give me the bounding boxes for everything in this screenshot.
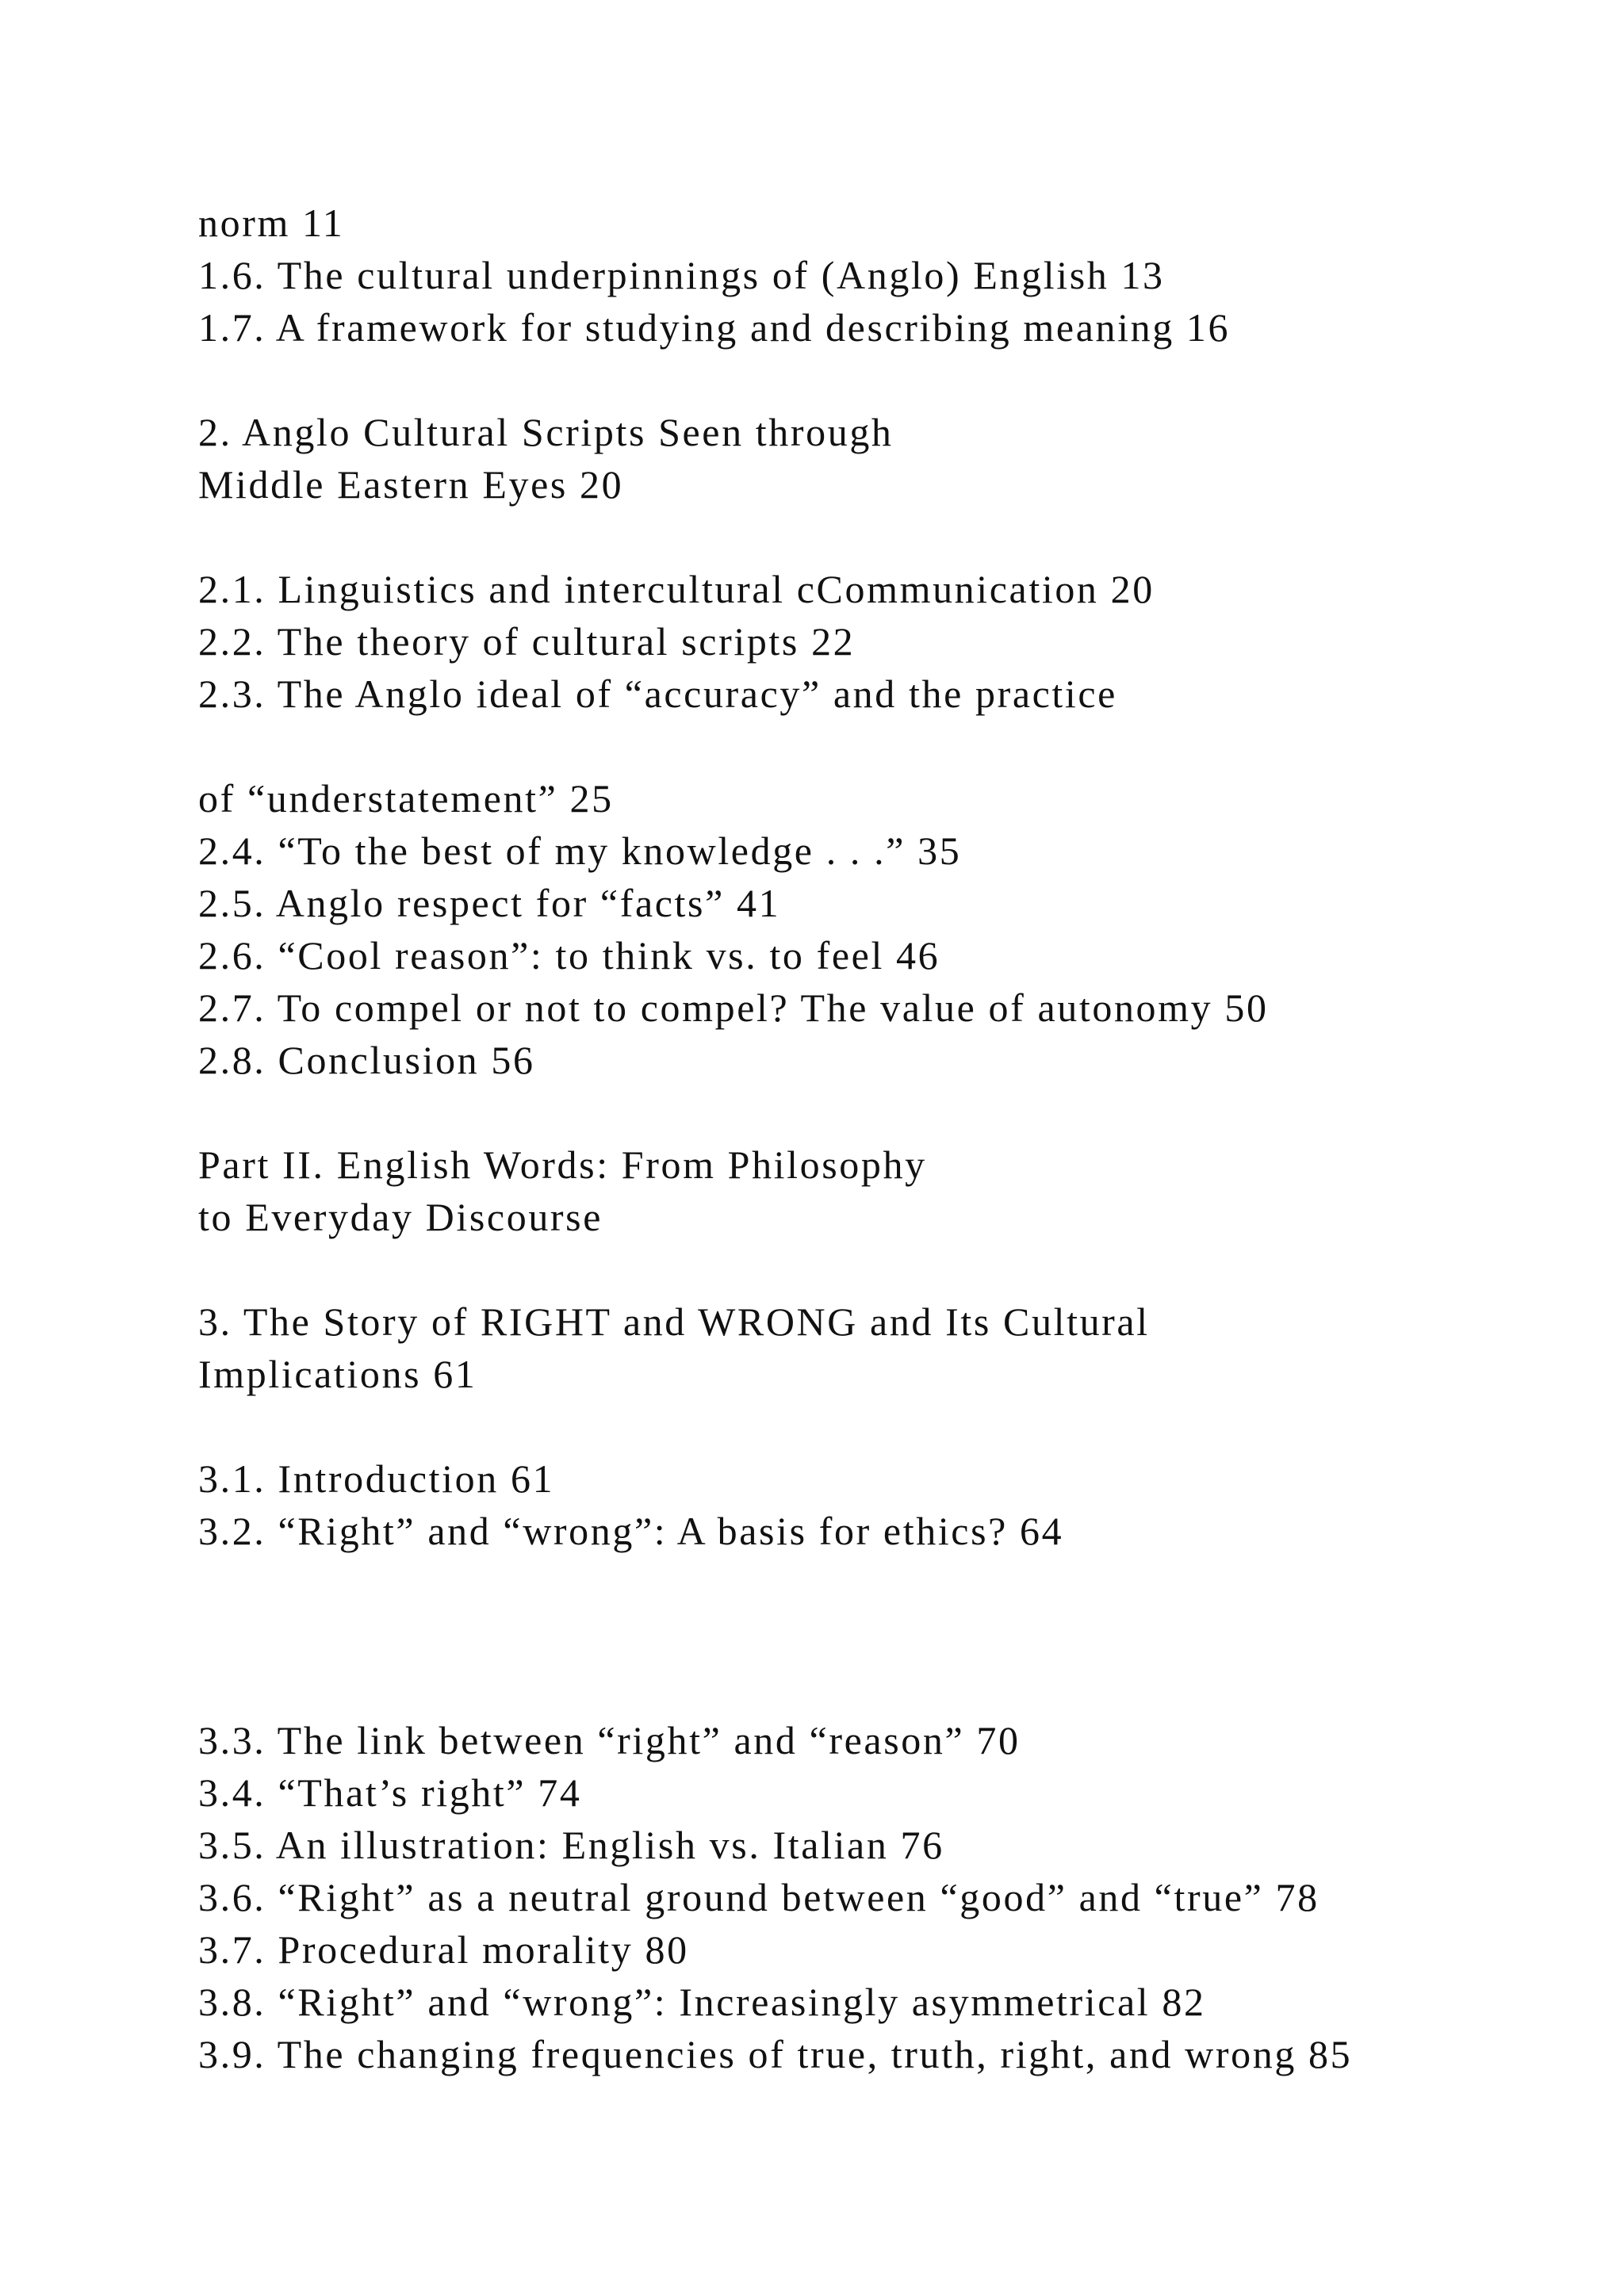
toc-line: of “understatement” 25 bbox=[198, 776, 614, 821]
toc-line: 2.1. Linguistics and intercultural cCommunication 20 bbox=[198, 567, 1155, 611]
toc-line: 2.4. “To the best of my knowledge . . .” 35 bbox=[198, 828, 962, 873]
toc-blank-line bbox=[198, 1243, 1594, 1295]
toc-blank-line bbox=[198, 1086, 1594, 1138]
toc-blank-line bbox=[198, 511, 1594, 563]
toc-line: 3.9. The changing frequencies of true, truth, right, and wrong 85 bbox=[198, 2032, 1353, 2076]
toc-line: Middle Eastern Eyes 20 bbox=[198, 462, 624, 507]
page-break-gap bbox=[198, 1557, 1594, 1714]
toc-line: 2.8. Conclusion 56 bbox=[198, 1038, 535, 1082]
toc-line: 3.3. The link between “right” and “reason” 70 bbox=[198, 1718, 1021, 1762]
toc-blank-line bbox=[198, 1400, 1594, 1452]
toc-line: Implications 61 bbox=[198, 1352, 477, 1396]
toc-line: 3.4. “That’s right” 74 bbox=[198, 1770, 582, 1815]
toc-line: 2. Anglo Cultural Scripts Seen through bbox=[198, 410, 894, 454]
toc-blank-line bbox=[198, 720, 1594, 772]
toc-line: 3.8. “Right” and “wrong”: Increasingly asymmetrical 82 bbox=[198, 1980, 1206, 2024]
toc-line: 3.2. “Right” and “wrong”: A basis for ethics? 64 bbox=[198, 1509, 1064, 1553]
toc-line: 3.1. Introduction 61 bbox=[198, 1456, 555, 1501]
toc-line: 1.7. A framework for studying and describing meaning 16 bbox=[198, 305, 1231, 350]
toc-line: 2.7. To compel or not to compel? The value of autonomy 50 bbox=[198, 985, 1269, 1030]
toc-line: 3.7. Procedural morality 80 bbox=[198, 1927, 689, 1972]
toc-line: 2.6. “Cool reason”: to think vs. to feel 46 bbox=[198, 933, 940, 978]
toc-line: 2.5. Anglo respect for “facts” 41 bbox=[198, 881, 781, 925]
toc-line: 2.2. The theory of cultural scripts 22 bbox=[198, 619, 856, 664]
toc-blank-line bbox=[198, 354, 1594, 406]
table-of-contents bbox=[198, 197, 1594, 2080]
toc-line: to Everyday Discourse bbox=[198, 1195, 603, 1239]
toc-line: 3.6. “Right” as a neutral ground between “good” and “true” 78 bbox=[198, 1875, 1320, 1919]
toc-line: 3.5. An illustration: English vs. Italian 76 bbox=[198, 1823, 944, 1867]
toc-line: 1.6. The cultural underpinnings of (Anglo) English 13 bbox=[198, 253, 1165, 297]
toc-line: norm 11 bbox=[198, 201, 345, 245]
toc-line: 3. The Story of RIGHT and WRONG and Its Cultural bbox=[198, 1299, 1150, 1344]
toc-line: 2.3. The Anglo ideal of “accuracy” and the practice bbox=[198, 672, 1117, 716]
toc-line: Part II. English Words: From Philosophy bbox=[198, 1142, 927, 1187]
